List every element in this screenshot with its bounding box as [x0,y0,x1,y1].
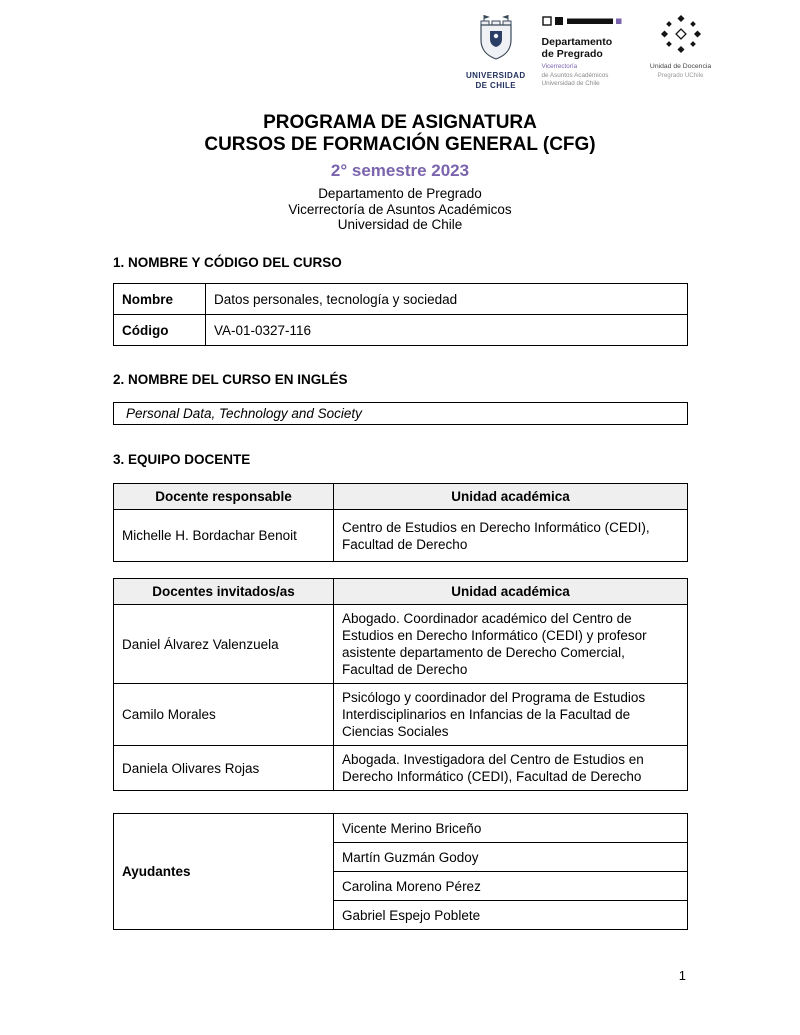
docencia-logo [646,14,716,79]
table-header-row [114,579,688,605]
course-code-value: VA-01-0327-116 [206,315,688,346]
pregrado-logo-title: Departamento de Pregrado [541,36,613,61]
docencia-pattern-icon [658,14,704,61]
vicerrectoria-line: Vicerrectoría de Asuntos Académicos [288,201,512,217]
responsible-teacher-table [113,483,688,562]
uchile-crest-icon [476,14,516,69]
uchile-crest-logo [466,14,526,92]
section-1-heading: 1. NOMBRE Y CÓDIGO DEL CURSO [113,255,342,270]
section-3-heading: 3. EQUIPO DOCENTE [113,452,251,467]
unit-col-header: Unidad académica [334,484,688,510]
assistants-table [113,813,688,930]
assistant-name: Gabriel Espejo Poblete [334,901,688,930]
teacher-name: Daniel Álvarez Valenzuela [114,605,334,684]
teacher-unit: Abogado. Coordinador académico del Centro de Estudios en Derecho Informático (CEDI) y profesor asistente departamento de Derecho Comercial, Facultad de Derecho [334,605,688,684]
document-content [113,255,688,930]
course-name-label: Nombre [114,284,206,315]
semester-subtitle: 2° semestre 2023 [330,161,470,180]
assistant-name: Martín Guzmán Godoy [334,843,688,872]
table-row [114,403,688,425]
university-line: Universidad de Chile [337,217,463,232]
uchile-logo-text: UNIVERSIDAD DE CHILE [466,71,526,91]
teacher-name: Daniela Olivares Rojas [114,746,334,791]
table-row [114,284,688,315]
docencia-logo-subtitle: Pregrado UChile [657,71,704,79]
section-2-heading: 2. NOMBRE DEL CURSO EN INGLÉS [113,372,348,387]
teacher-unit: Abogada. Investigadora del Centro de Estudios en Derecho Informático (CEDI), Facultad de Derecho [334,746,688,791]
invited-teachers-table [113,578,688,791]
pregrado-logo [542,14,630,89]
docencia-logo-title: Unidad de Docencia [649,63,712,70]
english-name-value: Personal Data, Technology and Society [114,403,688,425]
page-number: 1 [678,968,686,983]
table-row [114,315,688,346]
document-title-line2: CURSOS DE FORMACIÓN GENERAL (CFG) [204,134,596,155]
pregrado-squares-icon [542,14,626,33]
assistant-name: Carolina Moreno Pérez [334,872,688,901]
assistant-name: Vicente Merino Briceño [334,814,688,843]
teacher-name: Camilo Morales [114,684,334,746]
department-line: Departamento de Pregrado [318,186,482,201]
title-block [0,112,800,233]
header-logos [466,14,716,92]
table-header-row [114,484,688,510]
teacher-unit: Psicólogo y coordinador del Programa de Estudios Interdisciplinarios en Infancias de la Facultad de Ciencias Sociales [334,684,688,746]
teacher-name: Michelle H. Bordachar Benoit [114,510,334,562]
assistants-label: Ayudantes [114,814,334,930]
table-row [114,605,688,684]
course-name-value: Datos personales, tecnología y sociedad [206,284,688,315]
unit-col-header: Unidad académica [334,579,688,605]
document-title-line1: PROGRAMA DE ASIGNATURA [263,112,537,133]
course-name-code-table [113,283,688,346]
teacher-unit: Centro de Estudios en Derecho Informático (CEDI), Facultad de Derecho [334,510,688,562]
table-row [114,684,688,746]
pregrado-logo-subtitle: Vicerrectoría de Asuntos Académicos Universidad de Chile [541,63,609,88]
course-code-label: Código [114,315,206,346]
invited-col-header: Docentes invitados/as [114,579,334,605]
table-row [114,510,688,562]
table-row [114,746,688,791]
english-name-table [113,402,688,425]
responsible-col-header: Docente responsable [114,484,334,510]
table-row [114,814,688,843]
